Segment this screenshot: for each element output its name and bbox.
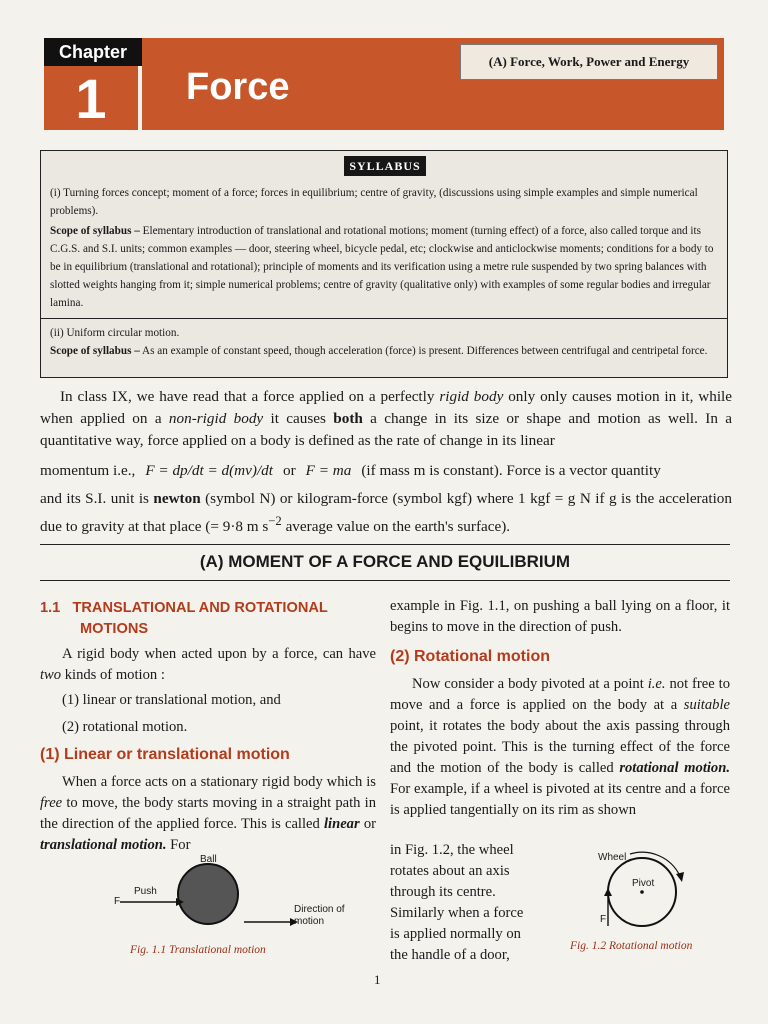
- fig2-pivot-label: Pivot: [632, 878, 655, 889]
- equation-2: F = ma: [305, 462, 352, 479]
- section-rule-top: [40, 544, 730, 545]
- equation-1: F = dp/dt = d(mv)/dt: [145, 462, 273, 479]
- ball-shape: [178, 864, 238, 924]
- heading-linear-motion: (1) Linear or translational motion: [40, 746, 290, 763]
- chapter-label: Chapter: [44, 38, 142, 66]
- syllabus-divider: [40, 318, 728, 319]
- rotational-motion-paragraph: Now consider a body pivoted at a point i.e. not free to move and a force is applied on the body at a suitable point, it rotates the body about the axis passing through the pivoted point. This is the turning effect of the force and the motion of the body is called rotational motion. For example, if a wheel is pivoted at its centre and a force is applied tangentially on its rim as shown: [390, 676, 731, 818]
- section-a-heading: (A) MOMENT OF A FORCE AND EQUILIBRIUM: [199, 552, 571, 571]
- fig2-f-label: F: [600, 914, 607, 925]
- syllabus-scope-2: Scope of syllabus – As an example of constant speed, though acceleration (force) is present. Differences between centrifugal and centripetal force.: [50, 345, 708, 357]
- heading-1-1: 1.1 TRANSLATIONAL AND ROTATIONAL MOTIONS: [40, 600, 328, 637]
- fig2-wheel-label: Wheel: [598, 852, 627, 863]
- intro-paragraph: In class IX, we have read that a force applied on a perfectly rigid body only only causes motion in it, while when applied on a non-rigid body it causes both a change in its size or shape and motion as well. In a quantitative way, force applied on a body is defined as the rate of change in its linear momentum i.e., F = dp/dt = d(mv)/dt or F = ma (if mass m is constant). Force is a vector quantity and its S.I. unit is newton (symbol N) or kilogram-force (symbol kgf) where 1 kgf = g N if g is the acceleration due to gravity at that place (= 9·8 m $s^{-2}$ average value on the earth's surface).: [40, 388, 733, 536]
- syllabus-item-1: (i) Turning forces concept; moment of a force; forces in equilibrium; centre of gravity, (discussions using simple examples and simple numerical problems).: [50, 187, 698, 217]
- list-item: (1) linear or translational motion, and: [62, 692, 281, 708]
- rotational-motion-narrow-text: in Fig. 1.2, the wheel rotates about an axis through its centre. Similarly when a force is applied normally on the handle of a door,: [390, 842, 524, 963]
- fig1-ball-label: Ball: [200, 854, 217, 865]
- section-pill: (A) Force, Work, Power and Energy: [460, 44, 718, 80]
- fig1-push-label: Push: [134, 886, 157, 897]
- syllabus-label: SYLLABUS: [344, 156, 426, 176]
- linear-motion-paragraph: When a force acts on a stationary rigid body which is free to move, the body starts moving in a straight path in the direction of the applied force. This is called linear or translational motion. For: [40, 774, 376, 853]
- syllabus-item-2: (ii) Uniform circular motion.: [50, 327, 180, 339]
- chapter-title: Force: [186, 66, 290, 108]
- momentum-equation-line: momentum i.e., F = dp/dt = d(mv)/dt or F = ma (if mass m is constant). Force is a vector quantity: [40, 460, 732, 482]
- rotation-arrow: [630, 852, 680, 876]
- section-rule-bottom: [40, 580, 730, 581]
- page-number: 1: [374, 972, 381, 987]
- heading-rotational-motion: (2) Rotational motion: [390, 648, 550, 665]
- chapter-number: 1: [44, 66, 142, 130]
- fig2-caption: Fig. 1.2 Rotational motion: [570, 940, 693, 952]
- fig1-caption: Fig. 1.1 Translational motion: [130, 944, 266, 956]
- syllabus-scope-1: Scope of syllabus – Elementary introduction of translational and rotational motions; moment (turning effect) of a force, also called torque and its C.G.S. and S.I. units; common examples — door, steering wheel, bicycle pedal, etc; clockwise and anticlockwise moments; conditions for a body to be in equilibrium (translational and rotational); principle of moments and its verification using a metre rule suspended by two spring balances with slotted weights hanging from it; simple numerical problems; centre of gravity (qualitative only) with examples of some regular bodies and irregular lamina.: [50, 225, 714, 309]
- fig1-direction-label: Direction of motion: [294, 904, 345, 927]
- right-intro-paragraph: example in Fig. 1.1, on pushing a ball lying on a floor, it begins to move in the direction of push.: [390, 598, 730, 635]
- left-intro-paragraph: A rigid body when acted upon by a force, can have two kinds of motion : (1) linear or translational motion, and (2) rotational motion.: [40, 644, 376, 738]
- list-item: (2) rotational motion.: [62, 719, 188, 735]
- fig1-f-label: F: [114, 896, 121, 907]
- pivot-point: [640, 890, 644, 894]
